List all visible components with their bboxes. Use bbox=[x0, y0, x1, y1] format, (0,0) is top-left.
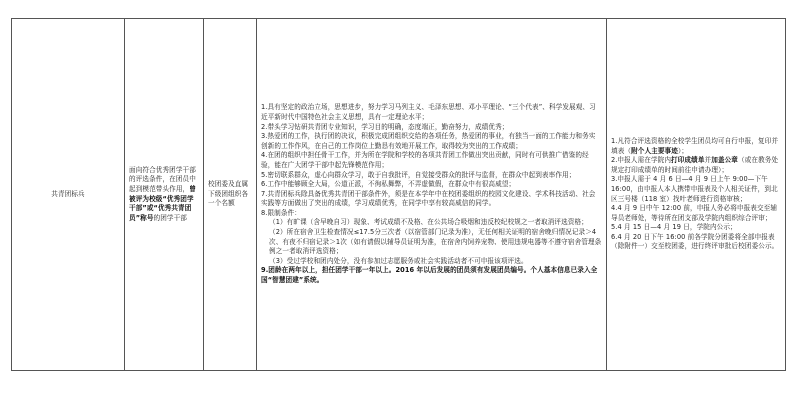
condition-item: （1）有旷课（含早晚自习）现象、考试成绩不及格、在公共场合吸烟和违反校纪校规之一者取消评选资格； bbox=[269, 218, 588, 227]
conditions-cell bbox=[257, 19, 607, 371]
quota-text: 校团委及直属下级团组织各一个名额 bbox=[208, 180, 249, 208]
award-criteria-table bbox=[11, 18, 786, 371]
process-step-text: 5.4 月 15 日—4 月 19 日，学院内公示； bbox=[611, 223, 737, 232]
process-step bbox=[611, 156, 781, 175]
process-cell bbox=[607, 19, 786, 371]
process-step-text: 加盖公章 bbox=[711, 156, 738, 165]
target-text-part: 的团学干部 bbox=[153, 213, 187, 222]
process-step-text: 并 bbox=[704, 156, 712, 165]
process-step bbox=[611, 137, 781, 156]
condition-item: （3）受过学校和团内处分，没有参加过志愿服务或社会实践活动者不可申报该项评选。 bbox=[269, 256, 528, 265]
process-step bbox=[611, 175, 781, 204]
award-name-cell bbox=[12, 19, 125, 371]
condition-item: 5.密切联系群众，虚心向群众学习，敢于自我批评，自觉接受群众的批评与监督，在群众中起到表率作用； bbox=[261, 170, 576, 179]
process-step bbox=[611, 233, 781, 252]
target-text-part: 曾被评为校级“优秀团学干部”或“优秀共青团员”称号 bbox=[129, 184, 196, 222]
process-step-text: 6.4 月 20 日下午 16:00 前各学院分团委将全部申报表（除附件一）交至校团委，进行终评审批后校团委公示。 bbox=[611, 232, 779, 251]
target-cell bbox=[125, 19, 204, 371]
process-step-text: 4.4 月 9 日中午 12:00 前，申报人务必将申报表交至辅导员老师处，等待所在团支部及学院内组织综合评审； bbox=[611, 204, 778, 222]
condition-item: 3.热爱团的工作，执行团的决议，积极完成团组织交给的各项任务，热爱团的事业，有独当一面的工作能力和务实创新的工作作风，在自己的工作岗位上勤恳有效地开展工作，取得较为突出的工作成绩； bbox=[261, 132, 596, 150]
process-step-text: 打印成绩单 bbox=[671, 156, 705, 165]
process-step-text: ）； bbox=[677, 146, 689, 155]
condition-item: 9.团龄在两年以上，担任团学干部一年以上。2016 年以后发展的团员须有发展团员编号。个人基本信息已录入全国“智慧团建”系统。 bbox=[261, 266, 598, 285]
condition-item: 6.工作中能够顾全大局，公道正派，不徇私舞弊，不弄虚做假，在群众中有很高威望； bbox=[261, 180, 516, 189]
condition-item: 4.在团的组织中担任骨干工作，并为所在学院和学校的各项共青团工作做出突出贡献，同时有可供推广借鉴的经验，能在广大团学干部中起先锋模范作用； bbox=[261, 151, 589, 169]
process-step-text: 2.申报人需在学院内 bbox=[611, 156, 672, 165]
process-step-text: 1.凡符合评选资格的全校学生团员均可自行申报，复印并填表（ bbox=[611, 136, 779, 155]
target-text-part: 面向符合优秀团学干部的评选条件，在团员中起到模范带头作用， bbox=[129, 165, 196, 193]
process-step bbox=[611, 204, 781, 223]
process-step bbox=[611, 223, 781, 233]
award-name: 共青团标兵 bbox=[51, 189, 85, 198]
process-step-text: （或在教务处规定打印成绩单的时间前往申请办理）； bbox=[611, 156, 779, 174]
condition-item: 1.具有坚定的政治立场，思想进步，努力学习马列主义、毛泽东思想、邓小平理论、“三个代表”、科学发展观、习近平新时代中国特色社会主义思想，具有一定理论水平； bbox=[261, 103, 596, 121]
condition-item: 8.限制条件： bbox=[261, 208, 301, 217]
condition-item: 2.带头学习钻研共青团专业知识，学习目的明确，态度端正，勤奋努力，成绩优秀； bbox=[261, 122, 509, 131]
condition-item: 7.共青团标兵除具备优秀共青团干部条件外，须是在本学年中在校团委组织的校园文化建设、学术科技活动、社会实践等方面做出了突出的成绩，学习成绩优秀，在同学中享有较高威信的同学。 bbox=[261, 189, 596, 208]
condition-item: （2）所在宿舍卫生检查情况≤17.5分三次者（以宿管部门记录为准），无任何相关证明的宿舍晚归情况记录＞4次、有夜不归宿记录＞1次（如有请假以辅导员证明为准，在宿舍内饲养宠物、使用违规电器等不遵守宿舍管理条例之一者取消评选资格； bbox=[269, 228, 602, 256]
process-step-text: 3.申报人需于 4 月 6 日—4 月 9 日上午 9:00—下午 16:00，由申报人本人携带申报表及个人相关证件，到北区三号楼（118 室）找叶老师进行资格审核； bbox=[611, 175, 778, 203]
quota-cell bbox=[204, 19, 257, 371]
process-step-text: 附个人主要事迹 bbox=[631, 146, 678, 155]
table-row bbox=[12, 19, 786, 371]
